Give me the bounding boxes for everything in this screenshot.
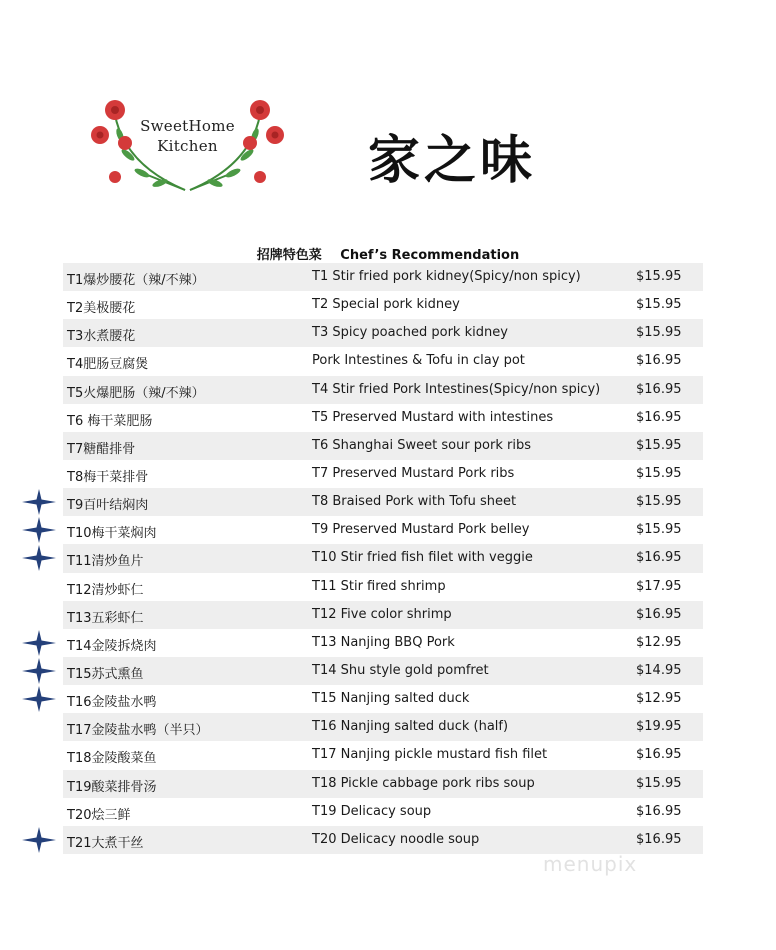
recommended-star-icon	[22, 489, 56, 515]
menu-item-row	[63, 713, 703, 741]
menu-item-row	[63, 770, 703, 798]
section-heading	[0, 244, 776, 263]
menu-item-price: $15.95	[636, 325, 682, 341]
menu-item-chinese-name: T20烩三鲜	[67, 807, 131, 823]
recommended-star-icon	[22, 545, 56, 571]
menu-item-row	[63, 404, 703, 432]
menu-item-price: $12.95	[636, 634, 682, 650]
menu-item-english-name: T3 Spicy poached pork kidney	[312, 325, 508, 341]
menu-item-row	[63, 347, 703, 375]
menu-item-price: $16.95	[636, 550, 682, 566]
menu-item-price: $16.95	[636, 409, 682, 425]
menu-item-row	[63, 601, 703, 629]
menu-item-price: $15.95	[636, 297, 682, 313]
menu-item-price: $15.95	[636, 522, 682, 538]
recommended-star-icon	[22, 630, 56, 656]
menu-item-chinese-name: T8梅干菜排骨	[67, 469, 149, 485]
menu-item-row	[63, 432, 703, 460]
menu-item-row	[63, 291, 703, 319]
menu-item-english-name: T1 Stir fried pork kidney(Spicy/non spicy)	[312, 269, 581, 284]
menu-item-price: $15.95	[636, 465, 682, 481]
menu-item-chinese-name: T18金陵酸菜鱼	[67, 751, 157, 767]
menu-item-price: $14.95	[636, 662, 682, 678]
menu-table	[63, 263, 703, 854]
menu-item-english-name: T5 Preserved Mustard with intestines	[312, 409, 554, 425]
menu-item-english-name: T6 Shanghai Sweet sour pork ribs	[312, 437, 531, 453]
menu-item-row	[63, 488, 703, 516]
menu-item-price: $16.95	[636, 803, 682, 819]
menu-item-price: $16.95	[636, 606, 682, 622]
menu-item-chinese-name: T16金陵盐水鸭	[67, 695, 157, 711]
menu-item-english-name: T9 Preserved Mustard Pork belley	[312, 522, 530, 538]
menu-item-chinese-name: T7糖醋排骨	[67, 441, 136, 457]
menu-item-english-name: T15 Nanjing salted duck	[312, 691, 470, 707]
recommended-star-icon	[22, 658, 56, 684]
menu-item-english-name: T16 Nanjing salted duck (half)	[312, 719, 509, 735]
recommended-star-icon	[22, 517, 56, 543]
menu-item-chinese-name: T5火爆肥肠（辣/不辣）	[67, 385, 205, 401]
logo-line-2: Kitchen	[157, 137, 218, 155]
menu-item-english-name: T10 Stir fried fish filet with veggie	[312, 550, 533, 566]
menu-item-row	[63, 798, 703, 826]
menu-item-price: $19.95	[636, 719, 682, 735]
menu-item-english-name: Pork Intestines & Tofu in clay pot	[312, 353, 525, 369]
recommended-star-icon	[22, 827, 56, 853]
menu-item-price: $15.95	[636, 269, 682, 284]
menu-item-price: $15.95	[636, 494, 682, 510]
menu-item-chinese-name: T1爆炒腰花（辣/不辣）	[67, 273, 205, 288]
menu-item-chinese-name: T15苏式熏鱼	[67, 666, 144, 682]
restaurant-logo	[80, 95, 295, 195]
menu-item-english-name: T4 Stir fried Pork Intestines(Spicy/non spicy)	[312, 381, 601, 397]
menu-item-price: $16.95	[636, 747, 682, 763]
menu-item-row	[63, 657, 703, 685]
section-heading-english: Chef’s Recommendation	[340, 248, 520, 263]
menu-item-english-name: T11 Stir fired shrimp	[312, 578, 446, 594]
menu-item-row	[63, 573, 703, 601]
recommended-star-icon	[22, 686, 56, 712]
menu-item-price: $15.95	[636, 437, 682, 453]
menu-item-english-name: T8 Braised Pork with Tofu sheet	[312, 494, 517, 510]
menu-item-chinese-name: T4肥肠豆腐煲	[67, 357, 149, 373]
logo-line-1: SweetHome	[140, 117, 235, 135]
menu-item-chinese-name: T21大煮干丝	[67, 835, 144, 851]
menu-item-price: $16.95	[636, 381, 682, 397]
menu-item-chinese-name: T3水煮腰花	[67, 329, 136, 345]
menu-item-price: $17.95	[636, 578, 682, 594]
menu-item-row	[63, 741, 703, 769]
menu-item-english-name: T14 Shu style gold pomfret	[312, 662, 489, 678]
menu-item-english-name: T20 Delicacy noodle soup	[312, 831, 480, 847]
menu-item-row	[63, 544, 703, 572]
menu-item-english-name: T2 Special pork kidney	[312, 297, 460, 313]
menu-item-row	[63, 376, 703, 404]
menu-item-english-name: T7 Preserved Mustard Pork ribs	[312, 465, 515, 481]
menu-item-chinese-name: T17金陵盐水鸭（半只）	[67, 723, 209, 739]
menu-item-chinese-name: T10梅干菜焖肉	[67, 526, 157, 542]
menu-item-chinese-name: T9百叶结焖肉	[67, 498, 149, 514]
menu-item-english-name: T18 Pickle cabbage pork ribs soup	[312, 775, 535, 791]
menu-item-chinese-name: T6 梅干菜肥肠	[67, 413, 153, 429]
menu-item-row	[63, 629, 703, 657]
menu-item-chinese-name: T14金陵拆烧肉	[67, 638, 157, 654]
menu-item-chinese-name: T11清炒鱼片	[67, 554, 144, 570]
menu-item-price: $16.95	[636, 353, 682, 369]
menu-item-price: $16.95	[636, 831, 682, 847]
menu-item-english-name: T12 Five color shrimp	[312, 606, 452, 622]
menu-item-english-name: T17 Nanjing pickle mustard fish filet	[312, 747, 548, 763]
menu-item-price: $12.95	[636, 691, 682, 707]
menu-item-chinese-name: T13五彩虾仁	[67, 610, 144, 626]
menu-item-row	[63, 685, 703, 713]
section-heading-chinese: 招牌特色菜	[256, 248, 322, 263]
menu-item-row	[63, 263, 703, 291]
menu-item-row	[63, 319, 703, 347]
menu-item-english-name: T19 Delicacy soup	[312, 803, 432, 819]
menu-item-row	[63, 460, 703, 488]
watermark: menupix	[543, 852, 638, 876]
menu-item-row	[63, 516, 703, 544]
menu-item-chinese-name: T12清炒虾仁	[67, 582, 144, 598]
menu-item-chinese-name: T19酸菜排骨汤	[67, 779, 157, 795]
menu-item-chinese-name: T2美极腰花	[67, 301, 136, 317]
menu-item-row	[63, 826, 703, 854]
restaurant-chinese-title: 家之味	[368, 130, 537, 191]
menu-item-price: $15.95	[636, 775, 682, 791]
menu-item-english-name: T13 Nanjing BBQ Pork	[312, 634, 455, 650]
